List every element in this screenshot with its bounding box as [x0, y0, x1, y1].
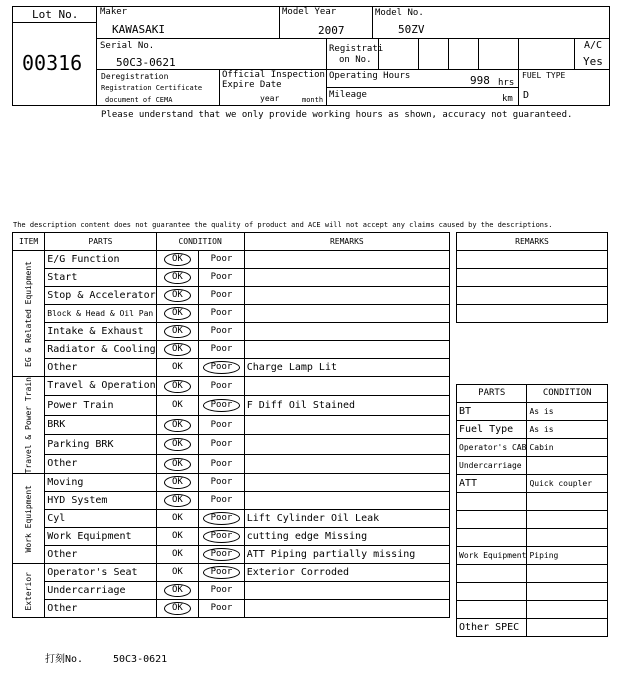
right-parts-row — [457, 475, 608, 493]
registration-label-2: on No. — [339, 55, 372, 65]
remark-cell — [244, 269, 449, 287]
condition-poor-cell — [199, 564, 244, 582]
condition-ok: OK — [164, 476, 191, 489]
condition-ok-cell — [156, 582, 199, 600]
condition-poor-cell — [199, 359, 244, 377]
part-name: Cyl — [45, 510, 156, 528]
right-part-condition: As is — [527, 403, 608, 421]
condition-poor: Poor — [210, 272, 233, 282]
remark-cell — [244, 377, 449, 396]
right-parts-row — [457, 439, 608, 457]
model-year-label: Model Year — [282, 7, 337, 17]
item-header: ITEM — [13, 233, 45, 251]
table-row — [13, 341, 450, 359]
condition-poor: Poor — [210, 419, 233, 430]
table-row — [13, 474, 450, 492]
right-part-name — [457, 583, 527, 601]
inspection-label-2: Expire Date — [222, 80, 282, 90]
condition-ok-cell — [156, 474, 199, 492]
right-parts-row — [457, 601, 608, 619]
right-remarks-row — [457, 251, 608, 269]
right-remarks-cell — [457, 305, 608, 323]
condition-ok: OK — [164, 458, 191, 471]
condition-poor-cell — [199, 305, 244, 323]
condition-ok: OK — [164, 602, 191, 615]
right-part-name — [457, 493, 527, 511]
condition-poor-cell — [199, 287, 244, 305]
condition-header: CONDITION — [156, 233, 244, 251]
item-group-cell — [13, 251, 45, 377]
fuel-type-label: FUEL TYPE — [522, 71, 566, 80]
right-parts-row — [457, 583, 608, 601]
right-remarks-row — [457, 287, 608, 305]
condition-ok-cell — [156, 492, 199, 510]
right-part-name: Operator's CAB — [457, 439, 527, 457]
part-name: Undercarriage — [45, 582, 156, 600]
condition-ok-cell — [156, 546, 199, 564]
condition-poor-cell — [199, 528, 244, 546]
condition-ok-cell — [156, 396, 199, 415]
ac-label: A/C — [584, 40, 603, 51]
condition-poor: Poor — [210, 308, 233, 318]
right-part-condition — [527, 601, 608, 619]
condition-ok-cell — [156, 415, 199, 434]
condition-poor: Poor — [203, 566, 241, 579]
condition-ok: OK — [164, 325, 191, 338]
condition-ok-cell — [156, 305, 199, 323]
remark-cell: ATT Piping partially missing — [244, 546, 449, 564]
item-group-label: Exterior — [23, 571, 33, 611]
condition-poor: Poor — [203, 361, 241, 374]
right-remarks-header-row — [457, 233, 608, 251]
remark-cell — [244, 600, 449, 618]
remark-cell — [244, 341, 449, 359]
part-name: Travel & Operation — [45, 377, 156, 396]
condition-poor-cell — [199, 510, 244, 528]
part-name: Work Equipment — [45, 528, 156, 546]
condition-ok: OK — [172, 531, 183, 542]
right-parts-row — [457, 403, 608, 421]
condition-ok-cell — [156, 341, 199, 359]
item-group-label: Work Equipment — [23, 485, 33, 553]
part-name: E/G Function — [45, 251, 156, 269]
condition-poor: Poor — [210, 254, 233, 264]
condition-ok-cell — [156, 435, 199, 454]
right-part-name — [457, 601, 527, 619]
condition-poor-cell — [199, 546, 244, 564]
inspection-label: Official Inspection — [222, 70, 325, 80]
condition-ok: OK — [172, 400, 183, 411]
stamp-no-label: 打刻No. — [45, 654, 84, 665]
fuel-type-value: D — [523, 90, 530, 101]
right-part-condition: Quick coupler — [527, 475, 608, 493]
table-row — [13, 600, 450, 618]
inspection-table — [12, 232, 450, 618]
condition-poor: Poor — [210, 380, 233, 391]
remark-cell — [244, 251, 449, 269]
dereg-label: Deregistration — [101, 72, 169, 81]
remarks-header: REMARKS — [244, 233, 449, 251]
condition-ok-cell — [156, 269, 199, 287]
condition-poor: Poor — [210, 326, 233, 336]
model-no-value: 50ZV — [398, 23, 425, 36]
right-parts-row — [457, 457, 608, 475]
right-part-name — [457, 529, 527, 547]
right-part-condition — [527, 619, 608, 637]
condition-ok-cell — [156, 323, 199, 341]
table-row — [13, 492, 450, 510]
condition-poor: Poor — [203, 530, 241, 543]
operating-hours-label: Operating Hours — [329, 71, 411, 81]
maker-label: Maker — [100, 7, 128, 17]
condition-ok: OK — [164, 494, 191, 507]
remark-cell — [244, 305, 449, 323]
part-name: Power Train — [45, 396, 156, 415]
right-remarks-table — [456, 232, 608, 323]
table-row — [13, 435, 450, 454]
table-row — [13, 269, 450, 287]
right-part-name: Work Equipment — [457, 547, 527, 565]
item-group-label: Travel & Power Train — [23, 377, 33, 474]
condition-ok: OK — [164, 289, 191, 302]
cema-label: document of CEMA — [105, 96, 173, 104]
part-name: Block & Head & Oil Pan — [45, 305, 156, 323]
right-remarks-cell — [457, 287, 608, 305]
condition-ok-cell — [156, 600, 199, 618]
table-row — [13, 415, 450, 434]
table-row — [13, 582, 450, 600]
condition-ok-cell — [156, 564, 199, 582]
condition-poor-cell — [199, 323, 244, 341]
right-parts-row — [457, 547, 608, 565]
part-name: Other — [45, 359, 156, 377]
remark-cell: Lift Cylinder Oil Leak — [244, 510, 449, 528]
right-part-condition: As is — [527, 421, 608, 439]
condition-ok-cell — [156, 454, 199, 474]
condition-ok: OK — [172, 513, 183, 524]
right-condition-header: CONDITION — [527, 385, 608, 403]
maker-value: KAWASAKI — [112, 23, 165, 36]
right-parts-row — [457, 529, 608, 547]
right-part-condition — [527, 565, 608, 583]
condition-poor-cell — [199, 415, 244, 434]
right-parts-row — [457, 619, 608, 637]
condition-poor-cell — [199, 474, 244, 492]
part-name: Moving — [45, 474, 156, 492]
remark-cell — [244, 582, 449, 600]
condition-poor: Poor — [210, 585, 233, 596]
condition-poor-cell — [199, 492, 244, 510]
condition-ok: OK — [164, 584, 191, 597]
table-row — [13, 564, 450, 582]
condition-poor: Poor — [210, 477, 233, 488]
right-part-condition — [527, 511, 608, 529]
registration-label: Registrati — [329, 44, 384, 54]
table-row — [13, 305, 450, 323]
right-part-name — [457, 511, 527, 529]
condition-ok-cell — [156, 377, 199, 396]
part-name: BRK — [45, 415, 156, 434]
condition-ok-cell — [156, 528, 199, 546]
condition-ok: OK — [164, 253, 191, 266]
serial-label: Serial No. — [100, 41, 155, 51]
right-part-condition — [527, 583, 608, 601]
part-name: Start — [45, 269, 156, 287]
item-group-label: EG & Related Equipment — [23, 260, 33, 367]
condition-ok-cell — [156, 359, 199, 377]
reg-cert-label: Registration Certificate — [101, 84, 203, 92]
part-name: Other — [45, 546, 156, 564]
right-parts-row — [457, 565, 608, 583]
right-part-condition: Cabin — [527, 439, 608, 457]
condition-poor-cell — [199, 582, 244, 600]
condition-ok: OK — [164, 438, 191, 451]
item-group-cell — [13, 564, 45, 618]
condition-ok-cell — [156, 251, 199, 269]
table-row — [13, 287, 450, 305]
right-part-condition — [527, 493, 608, 511]
table-row — [13, 251, 450, 269]
right-parts-row — [457, 511, 608, 529]
table-row — [13, 454, 450, 474]
right-part-condition — [527, 457, 608, 475]
part-name: Parking BRK — [45, 435, 156, 454]
table-row — [13, 546, 450, 564]
table-row — [13, 528, 450, 546]
condition-poor-cell — [199, 251, 244, 269]
right-part-name — [457, 565, 527, 583]
operating-hours-value: 998 — [470, 74, 490, 87]
condition-poor: Poor — [210, 603, 233, 614]
stamp-no-value: 50C3-0621 — [113, 654, 168, 665]
hrs-unit: hrs — [498, 78, 515, 88]
table-header-row — [13, 233, 450, 251]
accuracy-note: Please understand that we only provide working hours as shown, accuracy not guaranteed. — [101, 110, 573, 120]
part-name: Operator's Seat — [45, 564, 156, 582]
right-part-condition: Piping — [527, 547, 608, 565]
parts-header: PARTS — [45, 233, 156, 251]
table-row — [13, 510, 450, 528]
remark-cell — [244, 415, 449, 434]
right-remarks-row — [457, 305, 608, 323]
remark-cell — [244, 492, 449, 510]
remark-cell — [244, 323, 449, 341]
km-unit: km — [502, 94, 513, 104]
right-part-name: Fuel Type — [457, 421, 527, 439]
item-group-cell — [13, 377, 45, 474]
right-remarks-cell — [457, 251, 608, 269]
remark-cell: F Diff Oil Stained — [244, 396, 449, 415]
condition-poor-cell — [199, 269, 244, 287]
mileage-label: Mileage — [329, 90, 367, 100]
condition-poor: Poor — [210, 439, 233, 450]
condition-ok: OK — [172, 567, 183, 578]
condition-poor: Poor — [210, 458, 233, 469]
right-remarks-row — [457, 269, 608, 287]
item-group-cell — [13, 474, 45, 564]
condition-poor-cell — [199, 454, 244, 474]
condition-ok: OK — [164, 380, 191, 393]
condition-poor: Poor — [210, 495, 233, 506]
right-parts-row — [457, 493, 608, 511]
condition-ok-cell — [156, 510, 199, 528]
right-parts-header-row — [457, 385, 608, 403]
remark-cell — [244, 287, 449, 305]
table-row — [13, 323, 450, 341]
condition-poor: Poor — [210, 290, 233, 300]
remark-cell — [244, 435, 449, 454]
model-year-value: 2007 — [318, 24, 345, 37]
condition-ok: OK — [172, 549, 183, 560]
lot-label: Lot No. — [32, 8, 79, 21]
condition-ok: OK — [172, 362, 183, 372]
right-remarks-header: REMARKS — [457, 233, 608, 251]
remark-cell — [244, 454, 449, 474]
condition-ok-cell — [156, 287, 199, 305]
year-label: year — [260, 94, 280, 103]
right-remarks-cell — [457, 269, 608, 287]
condition-poor: Poor — [203, 548, 241, 561]
lot-number: 00316 — [22, 51, 83, 75]
right-parts-table — [456, 384, 608, 637]
right-part-name: Other SPEC — [457, 619, 527, 637]
model-no-label: Model No. — [375, 8, 424, 18]
table-row — [13, 359, 450, 377]
condition-poor-cell — [199, 435, 244, 454]
condition-poor-cell — [199, 600, 244, 618]
condition-poor: Poor — [203, 512, 241, 525]
part-name: Stop & Accelerator — [45, 287, 156, 305]
part-name: Other — [45, 600, 156, 618]
right-parts-row — [457, 421, 608, 439]
condition-ok: OK — [164, 343, 191, 356]
condition-poor-cell — [199, 341, 244, 359]
part-name: Intake & Exhaust — [45, 323, 156, 341]
condition-poor-cell — [199, 377, 244, 396]
right-part-name: Undercarriage — [457, 457, 527, 475]
right-part-name: BT — [457, 403, 527, 421]
remark-cell: Charge Lamp Lit — [244, 359, 449, 377]
table-row — [13, 377, 450, 396]
serial-value: 50C3-0621 — [116, 56, 176, 69]
remark-cell: Exterior Corroded — [244, 564, 449, 582]
condition-poor-cell — [199, 396, 244, 415]
condition-ok: OK — [164, 419, 191, 432]
condition-ok: OK — [164, 307, 191, 320]
condition-poor: Poor — [203, 399, 241, 412]
condition-poor: Poor — [210, 344, 233, 354]
month-label: month — [302, 96, 324, 104]
ac-value: Yes — [583, 55, 603, 68]
disclaimer: The description content does not guarantee the quality of product and ACE will not accept any claims caused by the descriptions. — [13, 221, 553, 229]
part-name: HYD System — [45, 492, 156, 510]
condition-ok: OK — [164, 271, 191, 284]
part-name: Other — [45, 454, 156, 474]
right-parts-header: PARTS — [457, 385, 527, 403]
table-row — [13, 396, 450, 415]
part-name: Radiator & Cooling — [45, 341, 156, 359]
remark-cell: cutting edge Missing — [244, 528, 449, 546]
right-part-condition — [527, 529, 608, 547]
remark-cell — [244, 474, 449, 492]
right-part-name: ATT — [457, 475, 527, 493]
